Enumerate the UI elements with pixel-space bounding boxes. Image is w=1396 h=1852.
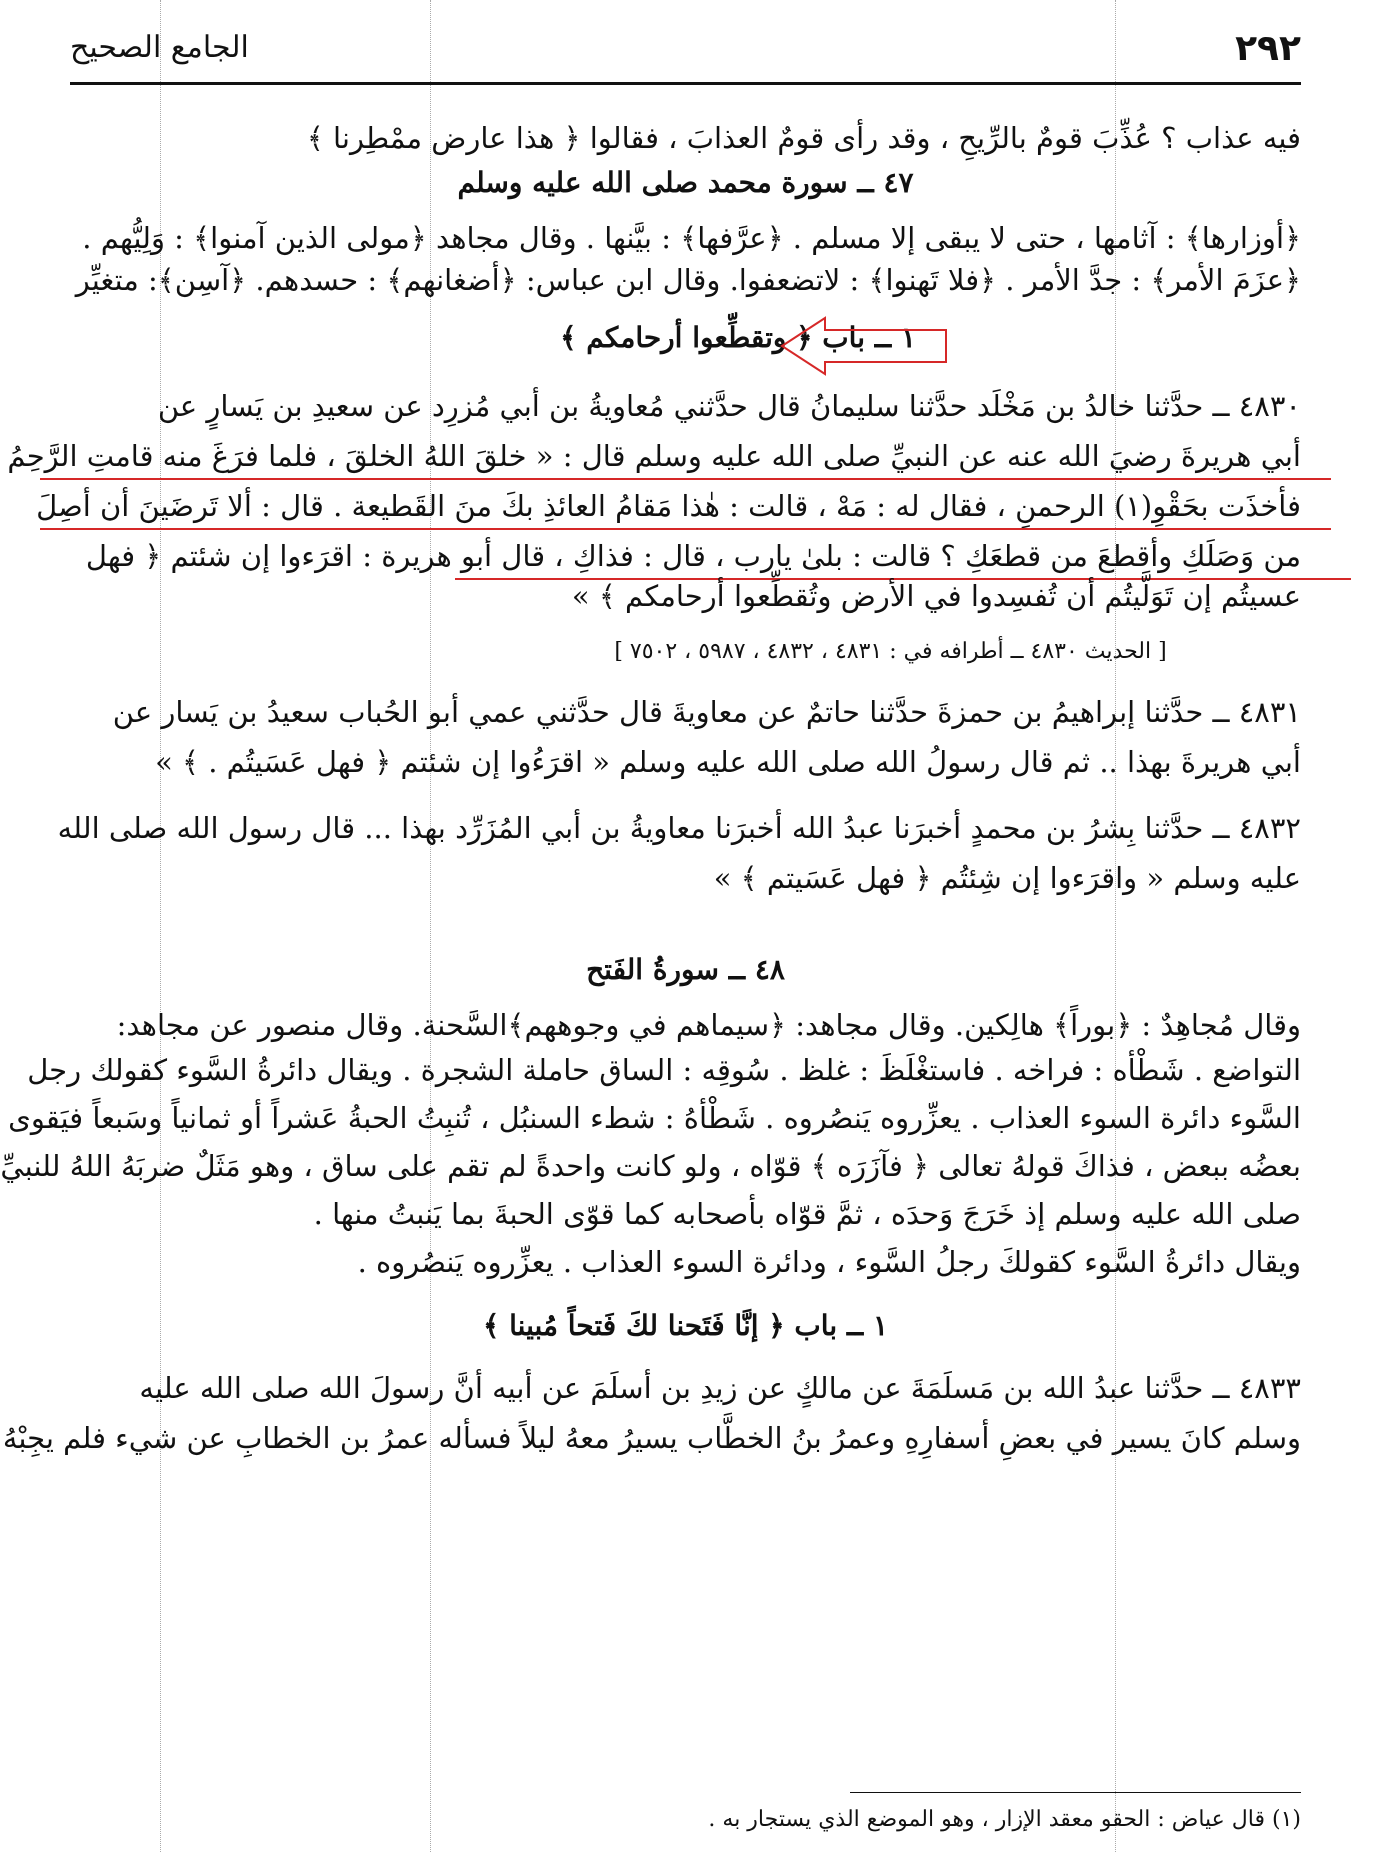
book-title: الجامع الصحيح xyxy=(70,30,249,65)
text-line: ﴿أوزارها﴾ : آثامها ، حتى لا يبقى إلا مسلم . ﴿عرَّفها﴾ : بيَّنها . وقال مجاهد ﴿مولى الذين آمنوا﴾ : وَلِيُّهم . xyxy=(82,221,1301,255)
text-line: ويقال دائرةُ السَّوء كقولكَ رجلُ السَّوء ، ودائرة السوء العذاب . يعزِّروه يَنصُروه . xyxy=(357,1245,1301,1279)
hadith-line: من وَصَلَكِ وأقطعَ من قطعَكِ ؟ قالت : بلىٰ يارب ، قال : فذاكِ ، قال أبو هريرة : اقرَءوا إن شئتم ﴿ فهل xyxy=(85,539,1301,573)
text-line: وقال مُجاهِدٌ : ﴿بوراً﴾ هالِكين. وقال مجاهد: ﴿سيماهم في وجوههم﴾السَّحنة. وقال منصور عن مجاهد: xyxy=(116,1008,1301,1042)
text-line: صلى الله عليه وسلم إذ خَرَجَ وَحدَه ، ثمَّ قوّاه بأصحابه كما قوّى الحبةَ بما يَنبتُ منها . xyxy=(313,1197,1301,1231)
hadith-line: أبي هريرةَ بهذا .. ثم قال رسولُ الله صلى الله عليه وسلم « اقرَءُوا إن شئتم ﴿ فهل عَسَيتُم . ﴾ » xyxy=(155,745,1301,779)
red-arrow-annotation xyxy=(780,316,950,376)
hadith-line: عليه وسلم « واقرَءوا إن شِئتُم ﴿ فهل عَسَيتم ﴾ » xyxy=(713,861,1301,895)
text-line: السَّوء دائرة السوء العذاب . يعزِّروه يَنصُروه . شَطْأهُ : شطء السنبُل ، تُنبِتُ الحبةُ عَشراً أو ثمانياً وسَبعاً فيَقوى xyxy=(8,1101,1301,1135)
red-underline xyxy=(40,528,1331,530)
text-line: فيه عذاب ؟ عُذِّبَ قومٌ بالرِّيحِ ، وقد رأى قومٌ العذابَ ، فقالوا ﴿ هذا عارض ممْطِرنا ﴾ xyxy=(306,121,1301,155)
hadith-line: فأخذَت بحَقْوِ(١) الرحمنِ ، فقال له : مَهْ ، قالت : هٰذا مَقامُ العائذِ بكَ منَ القَطيعة . قال : ألا تَرضَينَ أن أصِلَ xyxy=(36,489,1301,523)
cross-reference: [ الحديث ٤٨٣٠ ــ أطرافه في : ٤٨٣١ ، ٤٨٣٢ ، ٥٩٨٧ ، ٧٥٠٢ ] xyxy=(614,639,1167,664)
text-line: ﴿عزَمَ الأمر﴾ : جدَّ الأمر . ﴿فلا تَهنوا﴾ : لاتضعفوا. وقال ابن عباس: ﴿أضغانهم﴾ : حسدهم. ﴿آسِن﴾: متغيِّر xyxy=(75,263,1301,297)
chapter-heading: ٤٧ ــ سورة محمد صلى الله عليه وسلم xyxy=(457,166,914,199)
hadith-line: ٤٨٣١ ــ حدَّثنا إبراهيمُ بن حمزةَ حدَّثنا حاتمٌ عن معاويةَ قال حدَّثني عمي أبو الحُباب سعيدُ بن يَسار عن xyxy=(112,695,1301,729)
section-heading: ١ ــ باب ﴿ وتقطِّعوا أرحامكم ﴾ xyxy=(560,321,916,354)
footnote-rule xyxy=(850,1792,1301,1793)
hadith-line: ٤٨٣٠ ــ حدَّثنا خالدُ بن مَخْلَد حدَّثنا سليمانُ قال حدَّثني مُعاويةُ بن أبي مُزرِد عن سعيدِ بن يَسارٍ عن xyxy=(157,389,1301,423)
hadith-line: ٤٨٣٣ ــ حدَّثنا عبدُ الله بن مَسلَمَةَ عن مالكٍ عن زيدِ بن أسلَمَ عن أبيه أنَّ رسولَ الله صلى الله عليه xyxy=(139,1371,1301,1405)
footnote: (١) قال عياض : الحقو معقد الإزار ، وهو الموضع الذي يستجار به . xyxy=(708,1807,1301,1832)
hadith-line: عسيتُم إن تَوَلَّيتُم أن تُفسِدوا في الأرض وتُقطِّعوا أرحامكم ﴾ » xyxy=(571,579,1301,613)
page-number: ٢٩٢ xyxy=(1235,28,1301,69)
page-header xyxy=(70,22,1301,85)
section-heading: ١ ــ باب ﴿ إنَّا فَتَحنا لكَ فَتحاً مُبينا ﴾ xyxy=(482,1309,889,1342)
hadith-line: ٤٨٣٢ ــ حدَّثنا بِشرُ بن محمدٍ أخبرَنا عبدُ الله أخبرَنا معاويةُ بن أبي المُزَرِّد بهذا ... قال رسول الله صلى الله xyxy=(57,811,1301,845)
hadith-line: وسلم كانَ يسير في بعضِ أسفارِهِ وعمرُ بنُ الخطَّاب يسيرُ معهُ ليلاً فسأله عمرُ بن الخطابِ عن شيء فلم يجِبْهُ xyxy=(2,1421,1301,1455)
text-line: بعضُه ببعض ، فذاكَ قولهُ تعالى ﴿ فآزَرَه ﴾ قوّاه ، ولو كانت واحدةً لم تقم على ساق ، وهو مَثَلٌ ضربَهُ اللهُ للنبيِّ xyxy=(0,1149,1301,1183)
text-line: التواضع . شَطْأه : فراخه . فاستغْلَظَ : غلظ . سُوقِه : الساق حاملة الشجرة . ويقال دائرةُ السَّوء كقولك رجل xyxy=(27,1053,1301,1087)
chapter-heading: ٤٨ ــ سورةُ الفَتح xyxy=(586,953,785,986)
red-underline xyxy=(40,478,1331,480)
hadith-line: أبي هريرةَ رضيَ الله عنه عن النبيِّ صلى الله عليه وسلم قال : « خلقَ اللهُ الخلقَ ، فلما فرَغَ منه قامتِ الرَّحِمُ xyxy=(7,439,1301,473)
